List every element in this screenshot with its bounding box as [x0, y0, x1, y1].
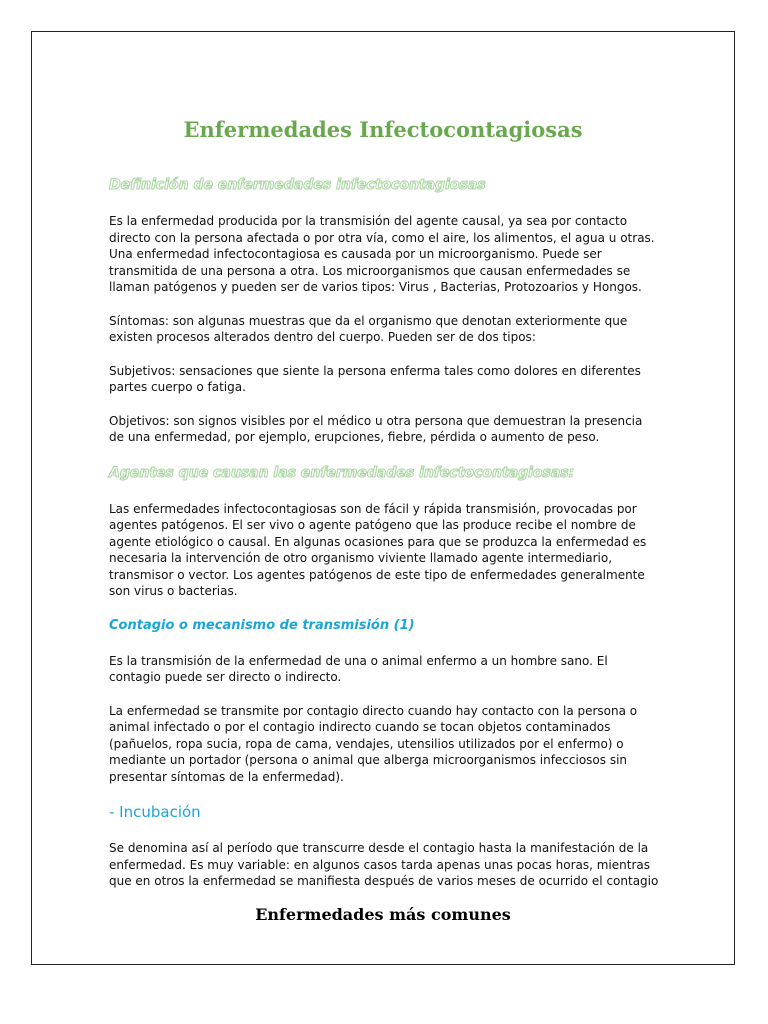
heading-agentes: Agentes que causan las enfermedades infectocontagiosas: [109, 464, 575, 481]
paragraph-subjetivos: Subjetivos: sensaciones que siente la persona enferma tales como dolores en diferentes partes cuerpo o fatiga. [109, 363, 641, 394]
paragraph-contagio: Es la transmisión de la enfermedad de una o animal enfermo a un hombre sano. El contagio puede ser directo o indirecto. [109, 653, 608, 684]
paragraph-objetivos: Objetivos: son signos visibles por el médico u otra persona que demuestran la presencia de una enfermedad, por ejemplo, erupciones, fiebre, pérdida o aumento de peso. [109, 413, 643, 444]
section-title-enfermedades-comunes: Enfermedades más comunes [255, 905, 511, 924]
paragraph-transmision: La enfermedad se transmite por contagio directo cuando hay contacto con la persona o animal infectado o por el contagio indirecto cuando se tocan objetos contaminados (pañuelos, ropa sucia, ropa de cama, vendajes, utensilios utilizados por el enfermo) o mediante un portador (persona o animal que alberga microorganismos infecciosos sin presentar síntomas de la enfermedad). [109, 703, 638, 784]
paragraph-agentes: Las enfermedades infectocontagiosas son de fácil y rápida transmisión, provocadas por agentes patógenos. El ser vivo o agente patógeno que las produce recibe el nombre de agente etiológico o causal. En algunas ocasiones para que se produzca la enfermedad es necesaria la intervención de otro organismo viviente llamado agente intermediario, transmisor o vector. Los agentes patógenos de este tipo de enfermedades generalmente son virus o bacterias. [109, 501, 647, 598]
paragraph-definicion: Es la enfermedad producida por la transmisión del agente causal, ya sea por contacto directo con la persona afectada o por otra vía, como el aire, los alimentos, el agua u otras. Una enfermedad infectocontagiosa es causada por un microorganismo. Puede ser transmitida de una persona a otra. Los microorganismos que causan enfermedades se llaman patógenos y pueden ser de varios tipos: Virus , Bacterias, Protozoarios y Hongos. [109, 214, 655, 294]
document-title: Enfermedades Infectocontagiosas [183, 117, 583, 142]
page-frame [31, 31, 735, 965]
paragraph-incubacion: Se denomina así al período que transcurre desde el contagio hasta la manifestación de la enfermedad. Es muy variable: en algunos casos tarda apenas unas pocas horas, mientras que en otros la enfermedad se manifiesta después de varios meses de ocurrido el contagio [109, 841, 659, 888]
heading-incubacion: - Incubación [109, 803, 201, 821]
heading-definicion: Definición de enfermedades infectocontagiosas [109, 177, 486, 193]
paragraph-sintomas: Síntomas: son algunas muestras que da el organismo que denotan exteriormente que existen procesos alterados dentro del cuerpo. Pueden ser de dos tipos: [109, 313, 628, 344]
document-body [109, 175, 661, 907]
heading-contagio: Contagio o mecanismo de transmisión (1) [109, 617, 415, 633]
